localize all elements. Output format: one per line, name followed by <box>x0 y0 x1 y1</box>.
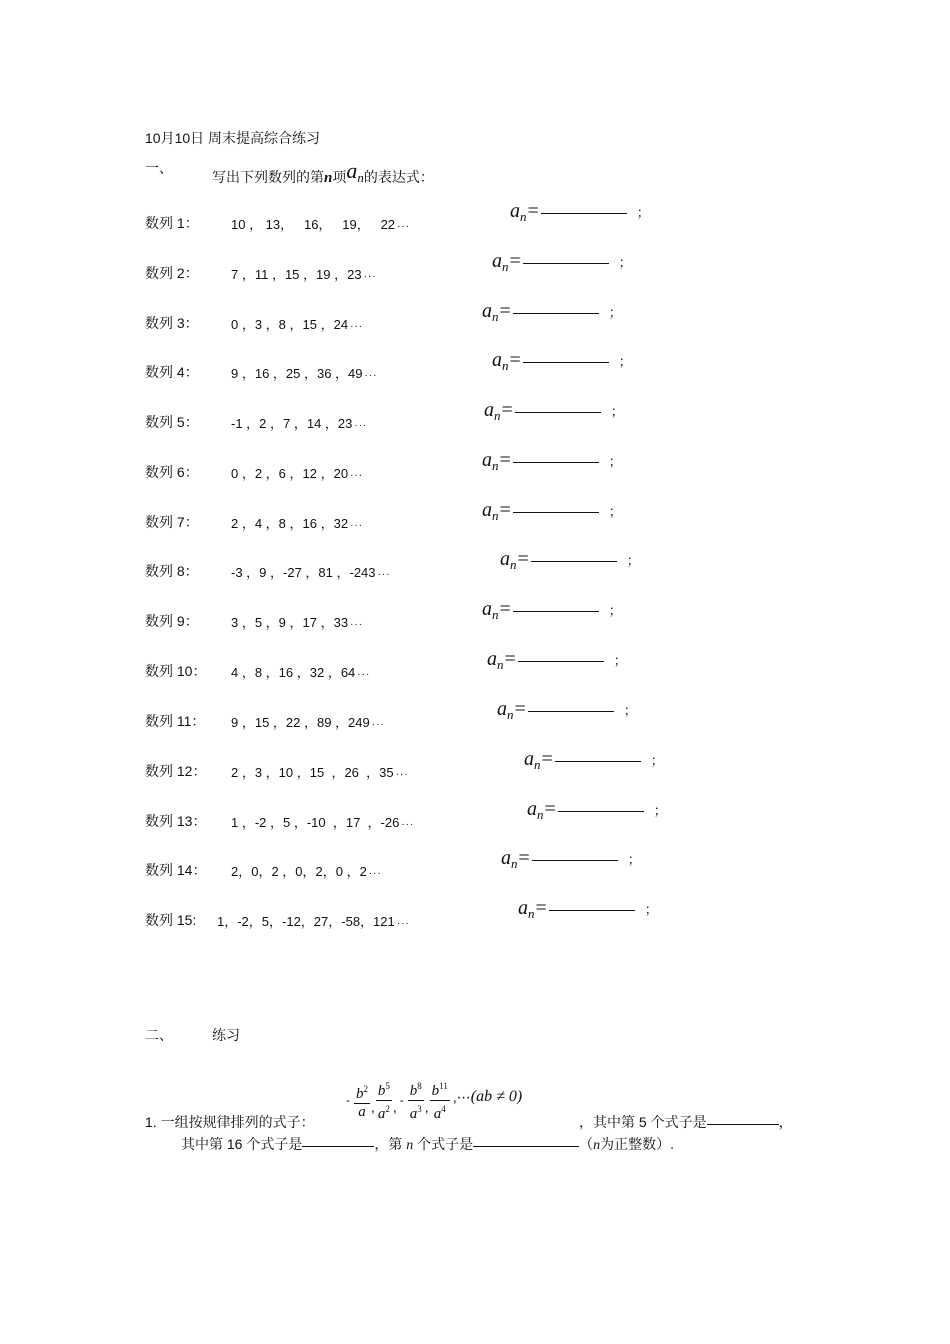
sequence-label: 数列 15: <box>145 912 197 928</box>
fraction-term: $\frac{b^5}{a^2}$ <box>376 1078 392 1123</box>
sequence-terms: 9 ，15 ，22 ，89 ，249 <box>231 715 370 730</box>
sequence-label: 数列 5： <box>145 414 199 430</box>
sequence-values <box>231 314 363 333</box>
answer-field <box>497 698 637 723</box>
sequence-values <box>231 612 363 631</box>
answer-blank[interactable] <box>523 361 609 363</box>
ellipsis: ··· <box>397 221 411 232</box>
section-1-text: 写出下列数列的第n项an的表达式： <box>212 158 434 186</box>
problem-1-formula: - $\frac{b^2}{a}$ , $\frac{b^5}{a^2}$ , - $\frac{b^8}{a^3}$ , $\frac{b^{11}}{a^4}$ ,⋯(ab ≠ 0) <box>343 1078 522 1123</box>
sequence-terms: 0 ，3 ，8 ，15 ，24 <box>231 317 349 332</box>
section-2-heading <box>145 1025 240 1045</box>
answer-blank[interactable] <box>518 660 604 662</box>
ellipsis: ··· <box>354 420 368 431</box>
sequence-label: 数列 1： <box>145 215 199 231</box>
semicolon: ； <box>636 205 650 220</box>
answer-field <box>482 598 622 623</box>
semicolon: ； <box>618 354 632 369</box>
a-n-symbol: $a_n=$ <box>482 449 511 473</box>
answer-blank[interactable] <box>549 909 635 911</box>
answer-field <box>524 748 664 773</box>
section-1-number: 一、 <box>145 160 173 176</box>
fraction-term: $\frac{b^{11}}{a^4}$ <box>430 1078 450 1123</box>
answer-blank-q16[interactable] <box>302 1145 374 1147</box>
ellipsis: ··· <box>350 520 364 531</box>
semicolon: ； <box>653 803 667 818</box>
sequence-values <box>231 712 385 731</box>
answer-blank[interactable] <box>513 610 599 612</box>
sequence-terms: 3 ，5 ，9 ，17 ，33 <box>231 615 349 630</box>
problem-1-q16-text: 其中第 16 个式子是 <box>181 1136 303 1152</box>
ellipsis: ··· <box>364 370 378 381</box>
semicolon: ； <box>608 504 622 519</box>
ellipsis: ··· <box>377 569 391 580</box>
ellipsis: ··· <box>350 619 364 630</box>
sequence-label: 数列 3： <box>145 315 199 331</box>
sequence-values <box>231 662 370 681</box>
sequence-terms: 9 ，16 ，25 ，36 ，49 <box>231 366 363 381</box>
sequence-label: 数列 8： <box>145 563 199 579</box>
answer-blank[interactable] <box>555 760 641 762</box>
answer-blank-qn[interactable] <box>473 1145 579 1147</box>
answer-field <box>527 798 667 823</box>
semicolon: ； <box>610 404 624 419</box>
section-1-heading <box>145 158 434 186</box>
answer-field <box>484 399 624 424</box>
ellipsis: ··· <box>357 669 371 680</box>
ellipsis: ··· <box>395 769 409 780</box>
semicolon: ； <box>608 305 622 320</box>
ellipsis: ··· <box>350 470 364 481</box>
sequence-label: 数列 13： <box>145 813 207 829</box>
sequence-values <box>231 363 378 382</box>
a-n-symbol: $a_n=$ <box>484 399 513 423</box>
semicolon: ； <box>627 852 641 867</box>
sequence-label: 数列 6： <box>145 464 199 480</box>
a-n-symbol: $a_n=$ <box>482 499 511 523</box>
semicolon: ； <box>623 703 637 718</box>
sequence-terms: 2 ，4 ，8 ，16 ，32 <box>231 516 349 531</box>
a-n-symbol: $a_n=$ <box>487 648 516 672</box>
answer-field <box>501 847 641 872</box>
sequence-terms: 2 ，3 ，10 ，15 ，26 ，35 <box>231 765 394 780</box>
ellipsis: ··· <box>396 918 410 929</box>
answer-blank[interactable] <box>541 212 627 214</box>
problem-1-number: 1. <box>145 1114 157 1130</box>
sequence-label: 数列 10： <box>145 663 207 679</box>
semicolon: ； <box>626 553 640 568</box>
a-n-symbol: $a_n=$ <box>527 798 556 822</box>
semicolon: ； <box>618 255 632 270</box>
semicolon: ； <box>608 454 622 469</box>
answer-blank[interactable] <box>513 461 599 463</box>
answer-blank[interactable] <box>531 560 617 562</box>
sequence-label: 数列 9： <box>145 613 199 629</box>
sequence-label: 数列 2： <box>145 265 199 281</box>
ellipsis: ··· <box>401 819 415 830</box>
answer-blank[interactable] <box>513 511 599 513</box>
sequence-label: 数列 4： <box>145 364 199 380</box>
answer-field <box>482 300 622 325</box>
sequence-values <box>231 513 363 532</box>
problem-1-q5-text: ，其中第 5 个式子是 <box>579 1114 707 1130</box>
sequence-terms: -3 ，9 ，-27 ，81 ，-243 <box>231 565 376 580</box>
a-n-symbol: $a_n=$ <box>482 598 511 622</box>
sequence-values <box>231 861 382 880</box>
ellipsis: ··· <box>368 868 382 879</box>
sequence-terms: 10 ， 13， 16， 19， 22 <box>231 217 396 232</box>
answer-field <box>510 200 650 225</box>
semicolon: ； <box>613 653 627 668</box>
a-n-symbol: $a_n=$ <box>524 748 553 772</box>
semicolon: ； <box>644 902 658 917</box>
sequence-terms: 2，0，2 ，0，2，0 ，2 <box>231 864 367 879</box>
semicolon: ； <box>608 603 622 618</box>
sequence-values <box>231 264 377 283</box>
ellipsis: ··· <box>371 719 385 730</box>
answer-field <box>482 449 622 474</box>
sequence-terms: 0 ，2 ，6 ，12 ，20 <box>231 466 349 481</box>
answer-blank[interactable] <box>532 859 618 861</box>
sequence-terms: -1 ，2 ，7 ，14 ，23 <box>231 416 353 431</box>
section-2-text: 练习 <box>212 1027 240 1043</box>
a-n-symbol: $a_n=$ <box>492 349 521 373</box>
answer-field <box>518 897 658 922</box>
sequence-terms: 4 ，8 ，16 ，32 ，64 <box>231 665 356 680</box>
answer-field <box>482 499 622 524</box>
problem-1-lead: 一组按规律排列的式子： <box>160 1114 315 1130</box>
sequence-values <box>231 812 414 831</box>
answer-blank[interactable] <box>515 411 601 413</box>
answer-blank[interactable] <box>513 312 599 314</box>
answer-blank[interactable] <box>558 810 644 812</box>
a-n-symbol: $a_n=$ <box>497 698 526 722</box>
sequence-label: 数列 14： <box>145 862 207 878</box>
sequence-values <box>231 214 410 233</box>
fraction-term: $\frac{b^8}{a^3}$ <box>408 1078 424 1123</box>
answer-field <box>492 349 632 374</box>
sequence-label: 数列 11： <box>145 713 206 729</box>
answer-field <box>487 648 627 673</box>
sequence-values <box>231 562 391 581</box>
a-n-symbol: $a_n=$ <box>518 897 547 921</box>
page-title: 10月10日 周末提高综合练习 <box>145 130 321 146</box>
a-n-symbol: $a_n=$ <box>501 847 530 871</box>
ellipsis: ··· <box>350 321 364 332</box>
answer-field <box>500 548 640 573</box>
a-n-symbol: $a_n=$ <box>500 548 529 572</box>
answer-blank-q5[interactable] <box>707 1123 779 1125</box>
sequence-label: 数列 7： <box>145 514 199 530</box>
a-n-symbol: $a_n=$ <box>510 200 539 224</box>
sequence-values <box>231 413 367 432</box>
sequence-terms: 1 ，-2 ，5 ，-10 ，17 ，-26 <box>231 815 400 830</box>
sequence-label: 数列 12： <box>145 763 207 779</box>
section-2-number: 二、 <box>145 1027 173 1043</box>
ellipsis: ··· <box>363 271 377 282</box>
semicolon: ； <box>650 753 664 768</box>
a-n-symbol: $a_n=$ <box>492 250 521 274</box>
problem-1: 1. 一组按规律排列的式子： - $\frac{b^2}{a}$ , $\frac{b^5}{a^2}$ , - $\frac{b^8}{a^3}$ , $\frac{b^{11}}{a^4}$ ,⋯(ab ≠ 0) ，其中第 5 个式子是 ， 其中第 16 个式子是 ，第 n 个式子是 （n为正整数）. <box>145 1078 835 1158</box>
fraction-term: $\frac{b^2}{a}$ <box>354 1081 370 1121</box>
a-n-symbol: $a_n=$ <box>482 300 511 324</box>
sequence-values <box>217 911 410 930</box>
sequence-terms: 1，-2，5，-12，27，-58，121 <box>217 914 395 929</box>
sequence-terms: 7 ，11 ，15 ，19 ，23 <box>231 267 362 282</box>
answer-field <box>492 250 632 275</box>
answer-blank[interactable] <box>528 710 614 712</box>
answer-blank[interactable] <box>523 262 609 264</box>
sequence-values <box>231 762 409 781</box>
sequence-values <box>231 463 363 482</box>
